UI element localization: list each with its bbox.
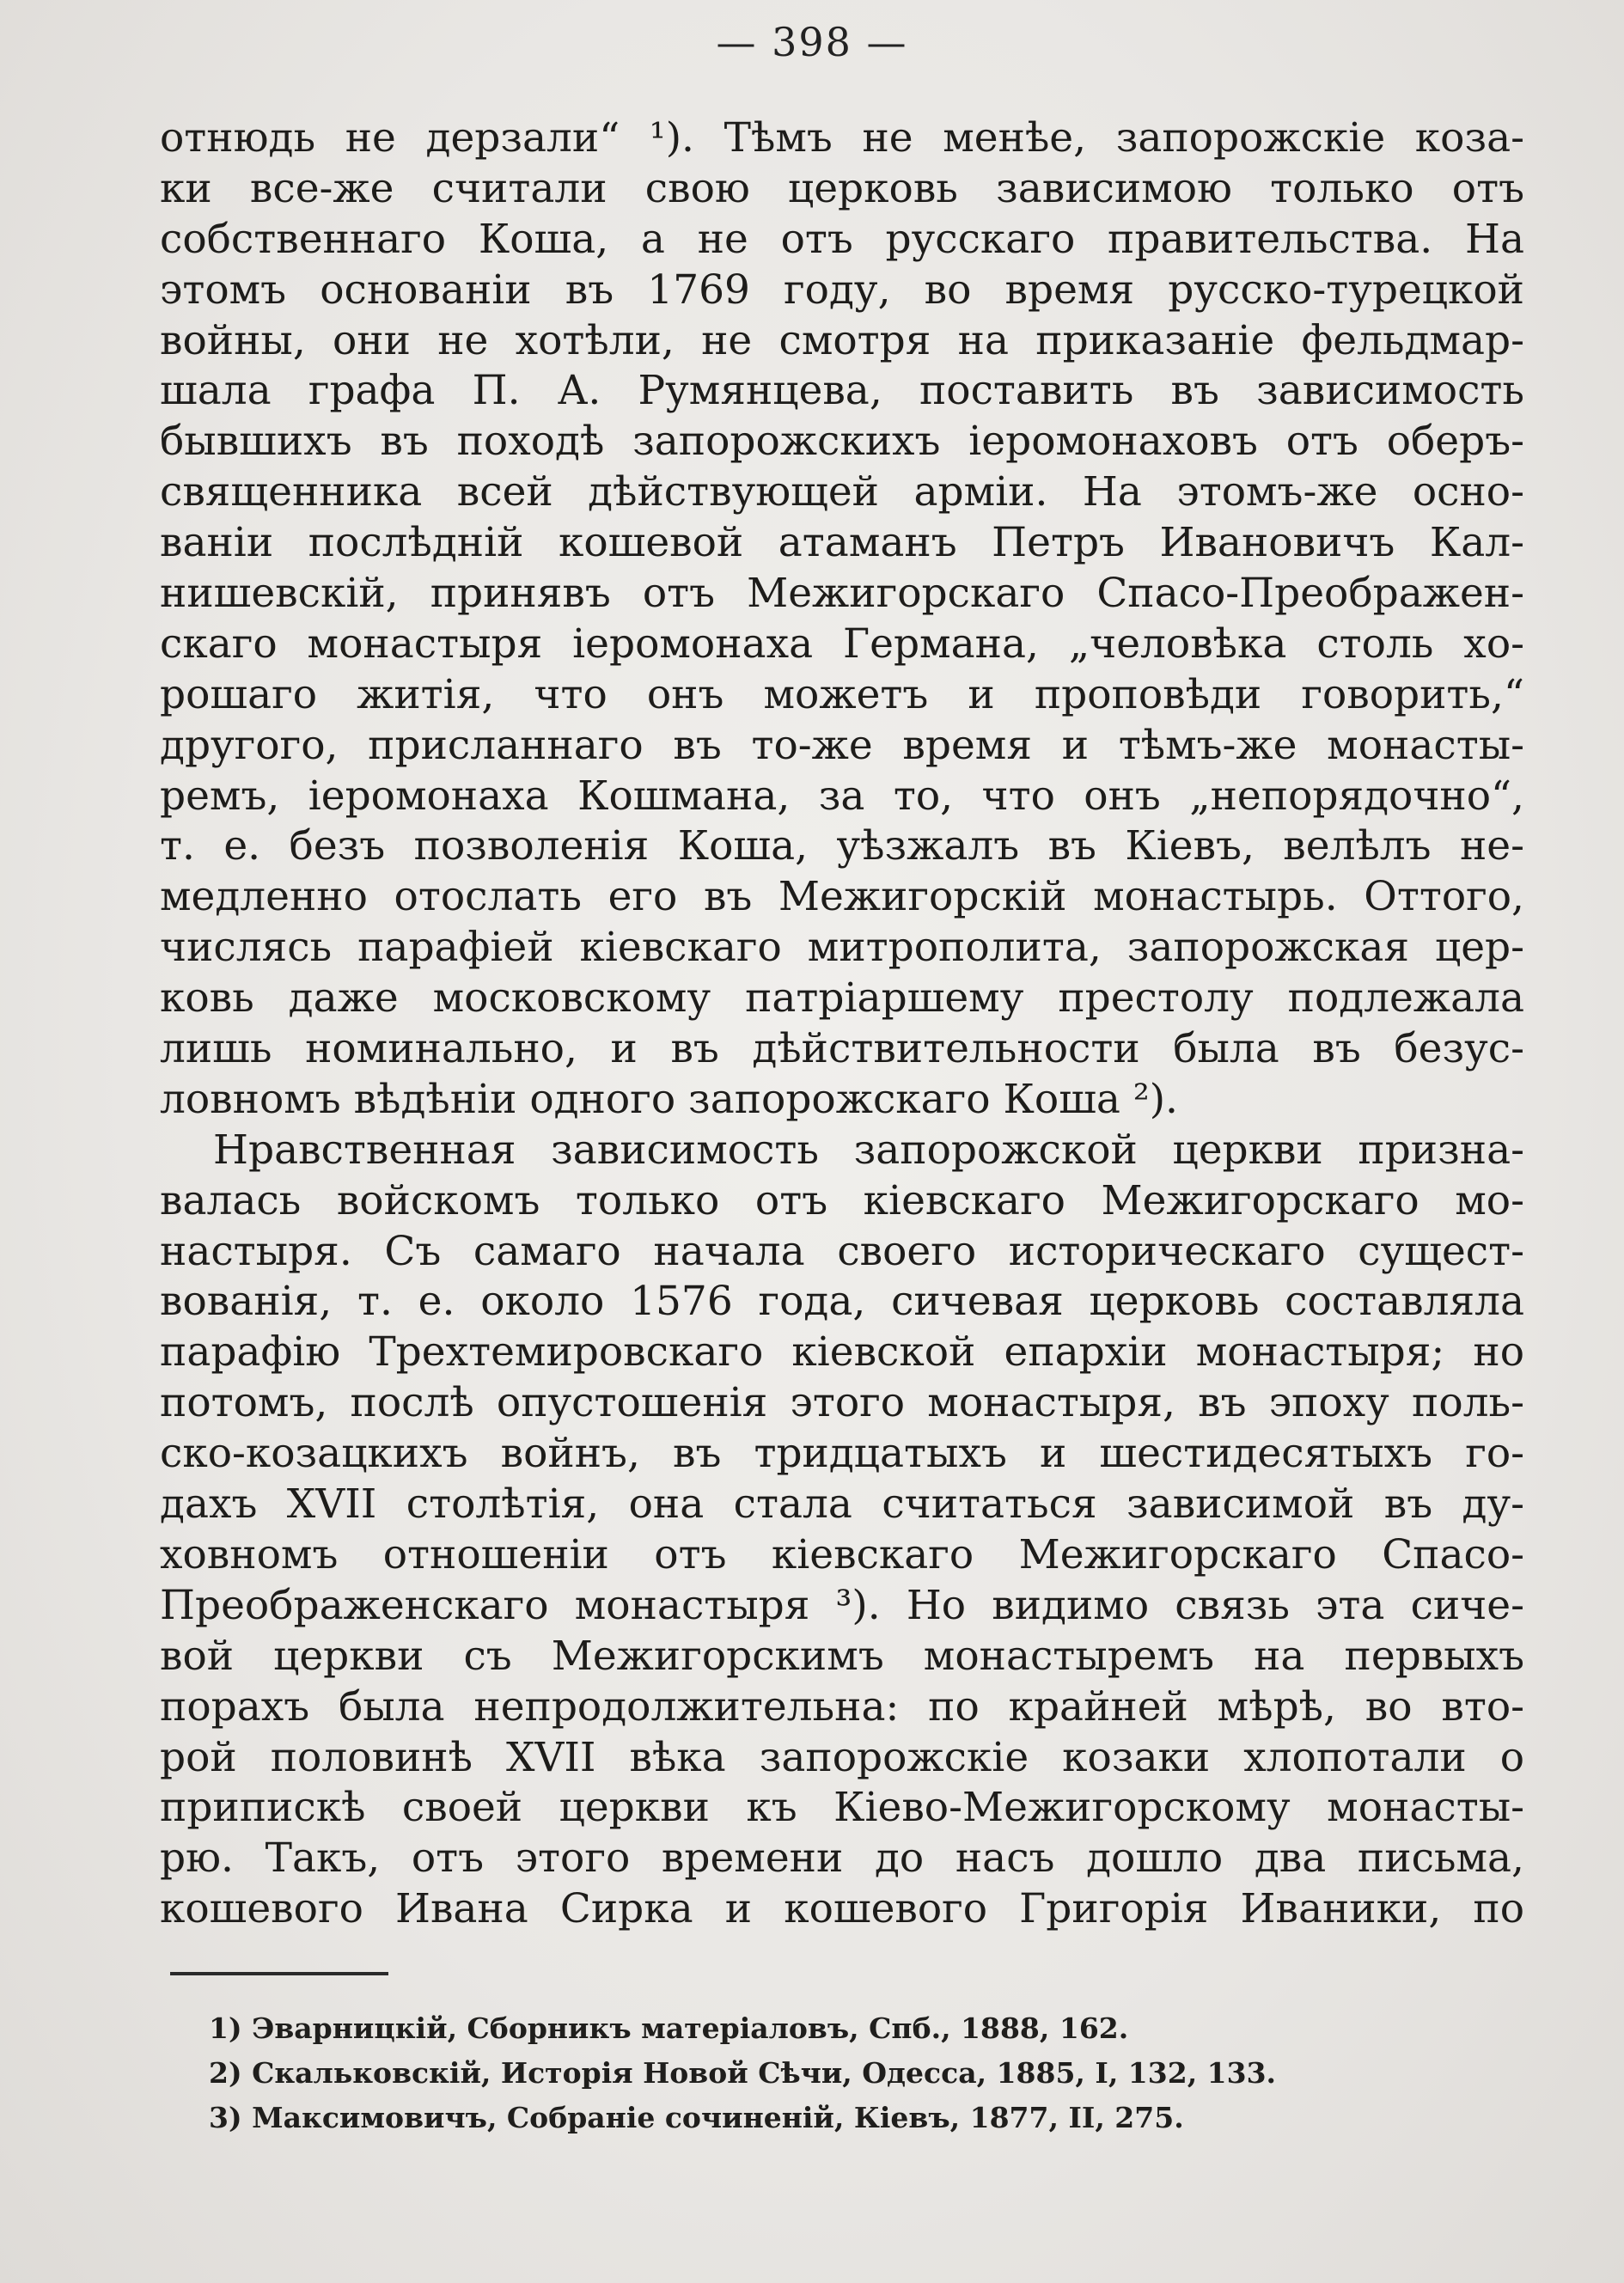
text-line: другого, присланнаго въ то-же время и тѣмъ-же монасты- [160,721,1524,769]
text-line: шала графа П. А. Румянцева, поставить въ зависимость [160,367,1524,415]
text-line: потомъ, послѣ опустошенія этого монастыря, въ эпоху поль- [160,1379,1524,1427]
text-line: вой церкви съ Межигорскимъ монастыремъ на первыхъ [160,1632,1524,1680]
page-number: — 398 — [716,19,908,65]
paragraph [160,1126,1524,1935]
text-line: порахъ была непродолжительна: по крайней мѣрѣ, во вто- [160,1682,1524,1731]
text-line: лишь номинально, и въ дѣйствительности была въ безус- [160,1025,1524,1073]
text-line: медленно отослать его въ Межигорскій монастырь. Оттого, [160,873,1524,921]
text-line: ваніи послѣдній кошевой атаманъ Петръ Ивановичъ Кал- [160,519,1524,567]
text-line: дахъ XVII столѣтія, она стала считаться зависимой въ ду- [160,1480,1524,1529]
text-line: отнюдь не дерзали“ ¹). Тѣмъ не менѣе, запорожскіе коза- [160,114,1524,162]
text-line: вованія, т. е. около 1576 года, сичевая церковь составляла [160,1278,1524,1326]
text-line: этомъ основаніи въ 1769 году, во время русско-турецкой [160,266,1524,314]
text-line: припискѣ своей церкви къ Кіево-Межигорскому монасты- [160,1784,1524,1832]
footnote-text: Скальковскій, Исторія Новой Сѣчи, Одесса, 1885, I, 132, 133. [252,2056,1277,2090]
text-line: рю. Такъ, отъ этого времени до насъ дошло два письма, [160,1834,1524,1883]
text-line: Нравственная зависимость запорожской церкви призна- [213,1126,1524,1174]
text-line: настыря. Съ самаго начала своего историческаго сущест- [160,1227,1524,1275]
footnote [209,2006,1429,2051]
text-line: нишевскій, принявъ отъ Межигорскаго Спасо-Преображен- [160,570,1524,618]
text-line: парафію Трехтемировскаго кіевской епархіи монастыря; но [160,1328,1524,1377]
footnote-separator [170,1972,388,1975]
text-line: ремъ, іеромонаха Кошмана, за то, что онъ „непорядочно“, [160,772,1524,820]
footnote-mark: 2) [209,2056,242,2090]
text-line: числясь парафіей кіевскаго митрополита, запорожская цер- [160,924,1524,972]
text-line: ско-козацкихъ войнъ, въ тридцатыхъ и шестидесятыхъ го- [160,1430,1524,1478]
text-line: рой половинѣ XVII вѣка запорожскіе козаки хлопотали о [160,1733,1524,1781]
text-line: ки все-же считали свою церковь зависимою только отъ [160,164,1524,212]
text-line: ховномъ отношеніи отъ кіевскаго Межигорскаго Спасо- [160,1530,1524,1578]
text-line: ковь даже московскому патріаршему престолу подлежала [160,974,1524,1022]
footnote-text: Максимовичъ, Собраніе сочиненій, Кіевъ, 1877, II, 275. [252,2101,1184,2134]
text-line: ловномъ вѣдѣніи одного запорожскаго Коша ²). [160,1075,1178,1123]
text-line: рошаго житія, что онъ можетъ и проповѣди говорить,“ [160,670,1524,718]
footnote-mark: 3) [209,2101,242,2134]
footnote-mark: 1) [209,2011,242,2045]
text-line: войны, они не хотѣли, не смотря на приказаніе фельдмар- [160,316,1524,364]
footnote [209,2051,1429,2096]
paragraph [160,113,1524,1126]
text-line: валась войскомъ только отъ кіевскаго Межигорскаго мо- [160,1176,1524,1224]
text-line: скаго монастыря іеромонаха Германа, „человѣка столь хо- [160,620,1524,668]
footnote [209,2096,1429,2140]
text-line: бывшихъ въ походѣ запорожскихъ іеромонаховъ отъ оберъ- [160,418,1524,466]
text-line: священника всей дѣйствующей арміи. На этомъ-же осно- [160,468,1524,516]
text-line: собственнаго Коша, а не отъ русскаго правительства. На [160,215,1524,263]
text-line: Преображенскаго монастыря ³). Но видимо связь эта сиче- [160,1581,1524,1629]
body-text [160,113,1524,1935]
footnote-text: Эварницкій, Сборникъ матеріаловъ, Спб., 1888, 162. [252,2011,1129,2045]
text-line: кошевого Ивана Сирка и кошевого Григорія Иваники, по [160,1885,1524,1933]
text-line: т. е. безъ позволенія Коша, уѣзжалъ въ Кіевъ, велѣлъ не- [160,822,1524,870]
footnotes [209,2006,1429,2140]
